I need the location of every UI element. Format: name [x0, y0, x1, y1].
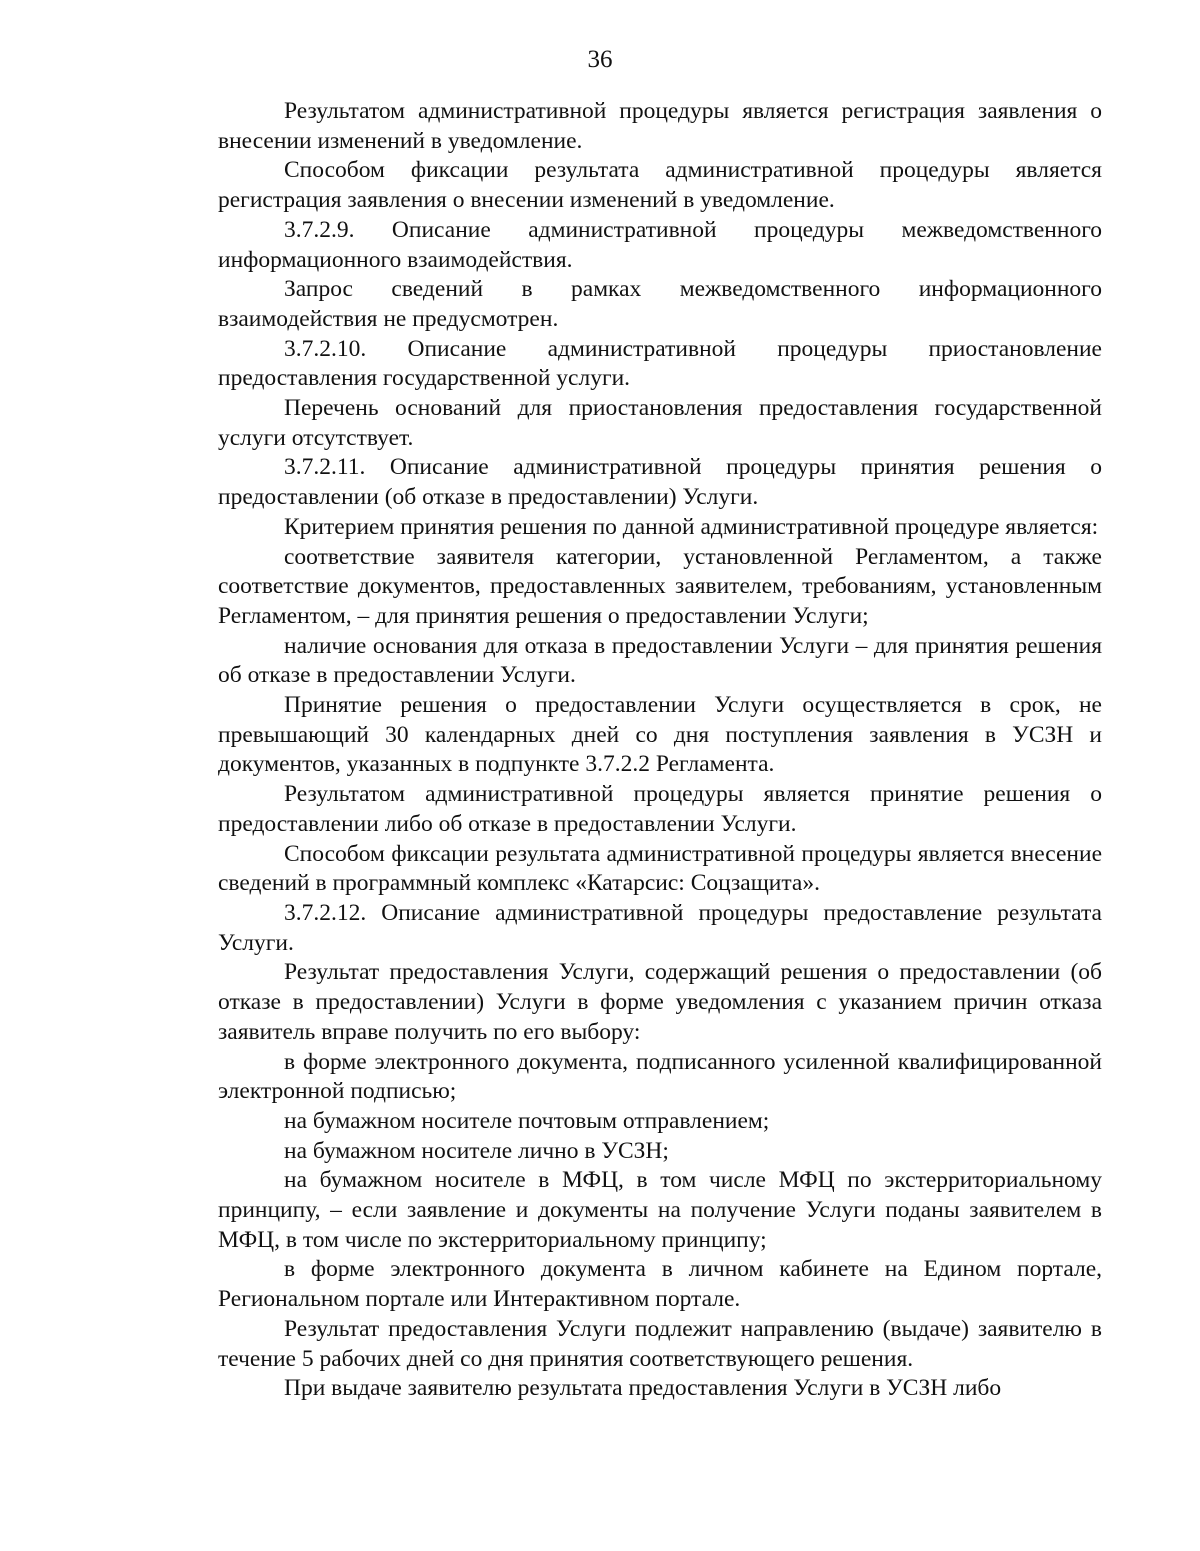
paragraph: Способом фиксации результата административной процедуры является регистрация заявления о внесении изменений в уведомление.: [218, 157, 1102, 214]
paragraph: на бумажном носителе лично в УСЗН;: [284, 1137, 669, 1164]
paragraph: Результат предоставления Услуги, содержащий решения о предоставлении (об отказе в предоставлении) Услуги в форме уведомления с указанием причин отказа заявитель вправе получить по его выбору:: [218, 959, 1102, 1045]
paragraph: 3.7.2.11. Описание административной процедуры принятия решения о предоставлении (об отказе в предоставлении) Услуги.: [218, 454, 1102, 511]
paragraph: 3.7.2.9. Описание административной процедуры межведомственного информационного взаимодействия.: [218, 216, 1102, 273]
paragraph: на бумажном носителе в МФЦ, в том числе МФЦ по экстерриториальному принципу, – если заявление и документы на получение Услуги поданы заявителем в МФЦ, в том числе по экстерриториальному принципу;: [218, 1167, 1102, 1253]
document-body: [218, 97, 1102, 1404]
paragraph: Перечень оснований для приостановления предоставления государственной услуги отсутствует.: [218, 395, 1102, 451]
paragraph: соответствие заявителя категории, установленной Регламентом, а также соответствие документов, предоставленных заявителем, требованиям, установленным Регламентом, – для принятия решения о предоставлении Услуги;: [218, 543, 1102, 629]
paragraph: на бумажном носителе почтовым отправлением;: [284, 1107, 770, 1134]
paragraph: Результатом административной процедуры является принятие решения о предоставлении либо об отказе в предоставлении Услуги.: [218, 781, 1102, 837]
paragraph: в форме электронного документа, подписанного усиленной квалифицированной электронной подписью;: [218, 1048, 1102, 1105]
paragraph: 3.7.2.10. Описание административной процедуры приостановление предоставления государственной услуги.: [218, 335, 1102, 392]
paragraph: Принятие решения о предоставлении Услуги осуществляется в срок, не превышающий 30 календарных дней со дня поступления заявления в УСЗН и документов, указанных в подпункте 3.7.2.2 Регламента.: [218, 692, 1102, 778]
paragraph: При выдаче заявителю результата предоставления Услуги в УСЗН либо: [284, 1375, 1002, 1402]
page-number: 36: [587, 46, 613, 73]
paragraph: Критерием принятия решения по данной административной процедуре является:: [284, 513, 1099, 540]
paragraph: Запрос сведений в рамках межведомственного информационного взаимодействия не предусмотрен.: [218, 276, 1102, 332]
paragraph: наличие основания для отказа в предоставлении Услуги – для принятия решения об отказе в предоставлении Услуги.: [218, 632, 1102, 689]
paragraph: Результатом административной процедуры является регистрация заявления о внесении изменений в уведомление.: [218, 98, 1102, 154]
paragraph: Способом фиксации результата административной процедуры является внесение сведений в программный комплекс «Катарсис: Соцзащита».: [218, 840, 1102, 897]
paragraph: 3.7.2.12. Описание административной процедуры предоставление результата Услуги.: [218, 899, 1102, 956]
paragraph: в форме электронного документа в личном кабинете на Едином портале, Региональном портале или Интерактивном портале.: [218, 1256, 1102, 1313]
paragraph: Результат предоставления Услуги подлежит направлению (выдаче) заявителю в течение 5 рабочих дней со дня принятия соответствующего решения.: [218, 1315, 1102, 1372]
